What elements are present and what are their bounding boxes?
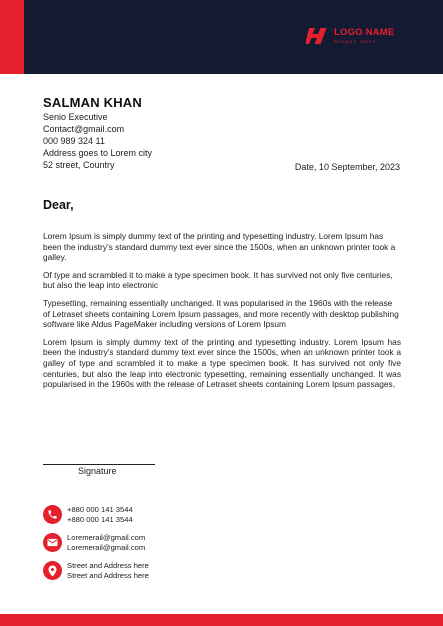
contact-email-line1: Loremerail@gmail.com <box>67 533 146 542</box>
signature-label: Signature <box>78 466 117 476</box>
sender-phone: 000 989 324 11 <box>43 136 105 146</box>
mail-icon <box>43 533 62 552</box>
contact-email <box>43 533 145 552</box>
logo-mark-icon <box>306 26 328 46</box>
sender-title: Senio Executive <box>43 112 108 122</box>
sender-block <box>43 95 152 171</box>
letter-body <box>43 231 401 397</box>
contact-email-line2: Loremerail@gmail.com <box>67 542 146 552</box>
contact-phone-line2: +880 000 141 3544 <box>67 514 133 524</box>
body-paragraph: Lorem Ipsum is simply dummy text of the printing and typesetting industry. Lorem Ipsum has been the industry's standard dummy text ever since the 1500s, when an unknown printer took a galley. <box>43 231 396 263</box>
letter-date: Date, 10 September, 2023 <box>294 162 400 172</box>
sender-name: SALMAN KHAN <box>43 95 142 110</box>
logo-name: LOGO NAME <box>334 26 395 38</box>
body-paragraph: Typesetting, remaining essentially unchanged. It was popularised in the 1960s with the release of Letraset sheets containing Lorem Ipsum passages, and more recently with desktop publishing software like Aldus PageMaker including versions of Lorem Ipsum <box>43 297 399 330</box>
header-accent-bar <box>0 0 24 74</box>
phone-icon <box>43 505 62 524</box>
sender-address-line2: 52 street, Country <box>43 160 115 170</box>
sender-email: Contact@gmail.com <box>43 124 125 134</box>
contact-address-line1: Street and Address here <box>67 561 149 570</box>
greeting: Dear, <box>43 198 74 212</box>
contact-address <box>43 561 149 580</box>
signature-line <box>43 464 155 465</box>
location-pin-icon <box>43 561 62 580</box>
company-logo <box>306 26 394 46</box>
logo-slogan: Slogan Here <box>334 38 377 44</box>
body-paragraph: Lorem Ipsum is simply dummy text of the printing and typesetting industry. Lorem Ipsum has been the industry's standard dummy text ever since the 1500s, when an unknown printer took a galley of type and scrambled it to make a type specimen book. It has survived not only five centuries, but also the leap into electronic typesetting, remaining essentially unchanged. It was popularised in the 1960s with the release of Letraset sheets containing Lorem Ipsum passages, <box>43 336 401 390</box>
body-paragraph: Of type and scrambled it to make a type specimen book. It has survived not only five centuries, but also the leap into electronic <box>43 269 393 291</box>
sender-address-line1: Address goes to Lorem city <box>43 148 153 158</box>
contact-phone-line1: +880 000 141 3544 <box>67 505 133 514</box>
footer-accent-bar <box>0 614 443 626</box>
contact-address-line2: Street and Address here <box>67 570 149 580</box>
contact-phone <box>43 505 133 524</box>
